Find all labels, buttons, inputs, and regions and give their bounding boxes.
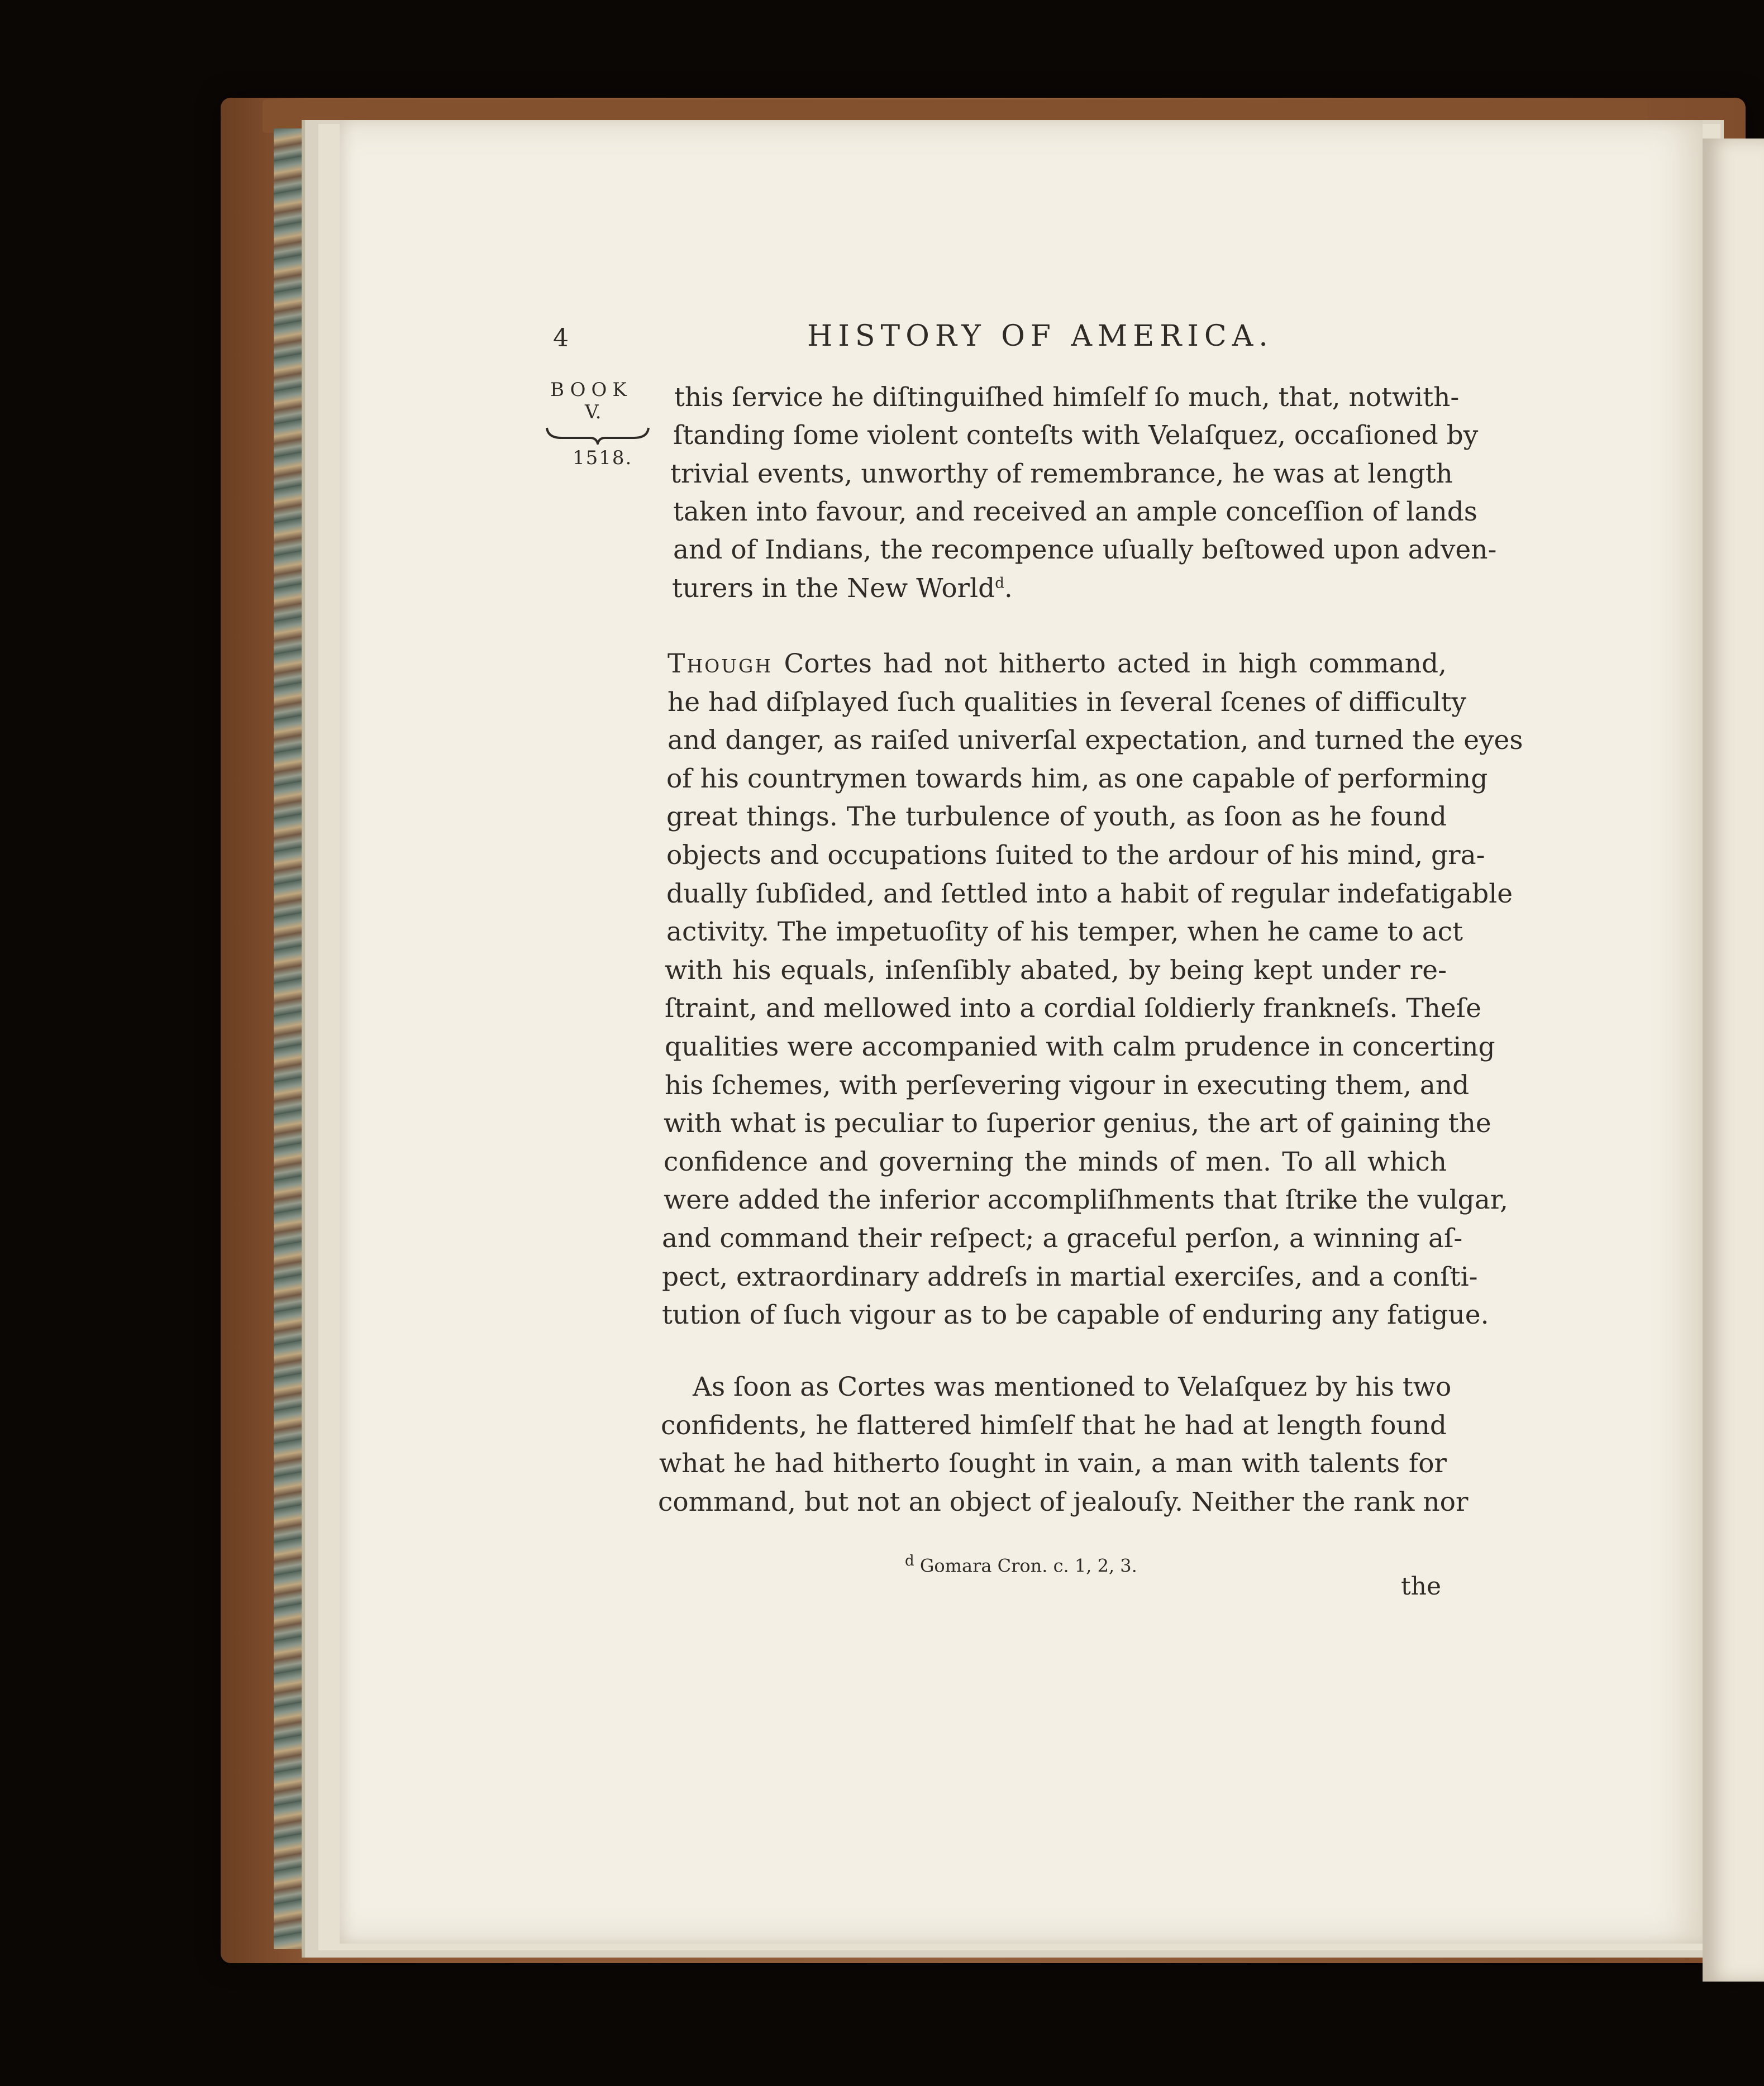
line-text: ſtanding ſome violent conteſts with Velaſquez, occaſioned by	[673, 420, 1479, 451]
text-line	[666, 840, 1485, 871]
text-line	[673, 420, 1479, 451]
text-line	[665, 993, 1481, 1024]
line-text: of his countrymen towards him, as one capable of performing	[666, 763, 1488, 794]
text-line	[659, 1450, 1447, 1477]
margin-brace	[545, 424, 651, 445]
text-line	[693, 1372, 1452, 1402]
text-line	[668, 648, 1447, 679]
margin-year: 1518.	[573, 447, 633, 469]
text-line	[666, 916, 1463, 948]
text-line	[661, 1412, 1447, 1439]
footnote-reference: d	[995, 574, 1004, 591]
line-text: taken into favour, and received an ample conceſſion of lands	[673, 496, 1477, 527]
footnote	[905, 1553, 1137, 1577]
line-text: command, but not an object of jealouſy. Neither the rank nor	[658, 1487, 1469, 1518]
footnote-text: Gomara Cron. c. 1, 2, 3.	[914, 1555, 1137, 1577]
line-text: and command their reſpect; a graceful perſon, a winning aſ-	[662, 1223, 1463, 1254]
text-line	[673, 534, 1497, 566]
text-line	[664, 1108, 1491, 1139]
sentence-end: .	[1004, 572, 1013, 604]
line-text: objects and occupations ſuited to the ardour of his mind, gra-	[666, 840, 1485, 871]
line-text: confidence and governing the minds of men. To all which	[664, 1146, 1447, 1177]
catchword: the	[1401, 1572, 1442, 1601]
line-text: qualities were accompanied with calm prudence in concerting	[665, 1032, 1495, 1062]
text-line	[664, 1185, 1509, 1216]
running-head: HISTORY OF AMERICA.	[807, 319, 1274, 353]
line-text: and danger, as raiſed univerſal expectation, and turned the eyes	[668, 725, 1523, 756]
text-line	[668, 725, 1523, 756]
line-text: with his equals, inſenſibly abated, by being kept under re-	[665, 954, 1447, 986]
text-line	[662, 1261, 1478, 1292]
paragraph-lead: Though	[668, 648, 773, 679]
line-text: confidents, he flattered himſelf that he had at length found	[661, 1410, 1447, 1441]
facing-page-edge	[1703, 139, 1764, 1982]
text-line	[674, 382, 1460, 413]
line-text: great things. The turbulence of youth, as ſoon as he found	[666, 801, 1447, 833]
line-text: his ſchemes, with perſevering vigour in executing them, and	[665, 1070, 1470, 1101]
text-line	[672, 572, 1013, 604]
margin-volume: V.	[585, 401, 602, 423]
text-line	[668, 686, 1467, 718]
text-line	[666, 878, 1513, 909]
text-line	[666, 801, 1447, 833]
line-text: this ſervice he diſtinguiſhed himſelf ſo much, that, notwith-	[674, 382, 1460, 413]
text-line	[662, 1223, 1463, 1254]
line-text: trivial events, unworthy of remembrance, he was at length	[670, 458, 1453, 489]
line-text: turers in the New World	[672, 572, 995, 604]
margin-book-label: BOOK	[550, 379, 632, 401]
footnote-marker: d	[905, 1553, 914, 1569]
text-line	[662, 1300, 1489, 1331]
text-line	[665, 1032, 1495, 1062]
text-line	[665, 954, 1447, 986]
text-line	[673, 496, 1477, 527]
page-number: 4	[553, 324, 569, 352]
line-text: with what is peculiar to ſuperior genius, the art of gaining the	[664, 1108, 1491, 1139]
line-text: and of Indians, the recompence uſually beſtowed upon adven-	[673, 534, 1497, 566]
line-text: activity. The impetuoſity of his temper, when he came to act	[666, 916, 1463, 948]
line-text: he had diſplayed ſuch qualities in ſeveral ſcenes of difficulty	[668, 686, 1467, 718]
line-text: dually ſubſided, and ſettled into a habit of regular indefatigable	[666, 878, 1513, 909]
line-text: As ſoon as Cortes was mentioned to Velaſquez by his two	[693, 1372, 1452, 1402]
line-text: tution of ſuch vigour as to be capable of enduring any fatigue.	[662, 1300, 1489, 1331]
text-line	[665, 1070, 1470, 1101]
text-line	[670, 458, 1453, 489]
line-text: pect, extraordinary addreſs in martial exerciſes, and a conſti-	[662, 1261, 1478, 1292]
line-text: were added the inferior accompliſhments that ſtrike the vulgar,	[664, 1185, 1509, 1216]
text-line	[658, 1487, 1469, 1518]
text-line	[664, 1146, 1447, 1177]
line-text: ſtraint, and mellowed into a cordial ſoldierly frankneſs. Theſe	[665, 993, 1481, 1024]
text-line	[666, 763, 1488, 794]
line-text: what he had hitherto ſought in vain, a man with talents for	[659, 1448, 1447, 1479]
line-text: Cortes had not hitherto acted in high command,	[773, 648, 1447, 679]
